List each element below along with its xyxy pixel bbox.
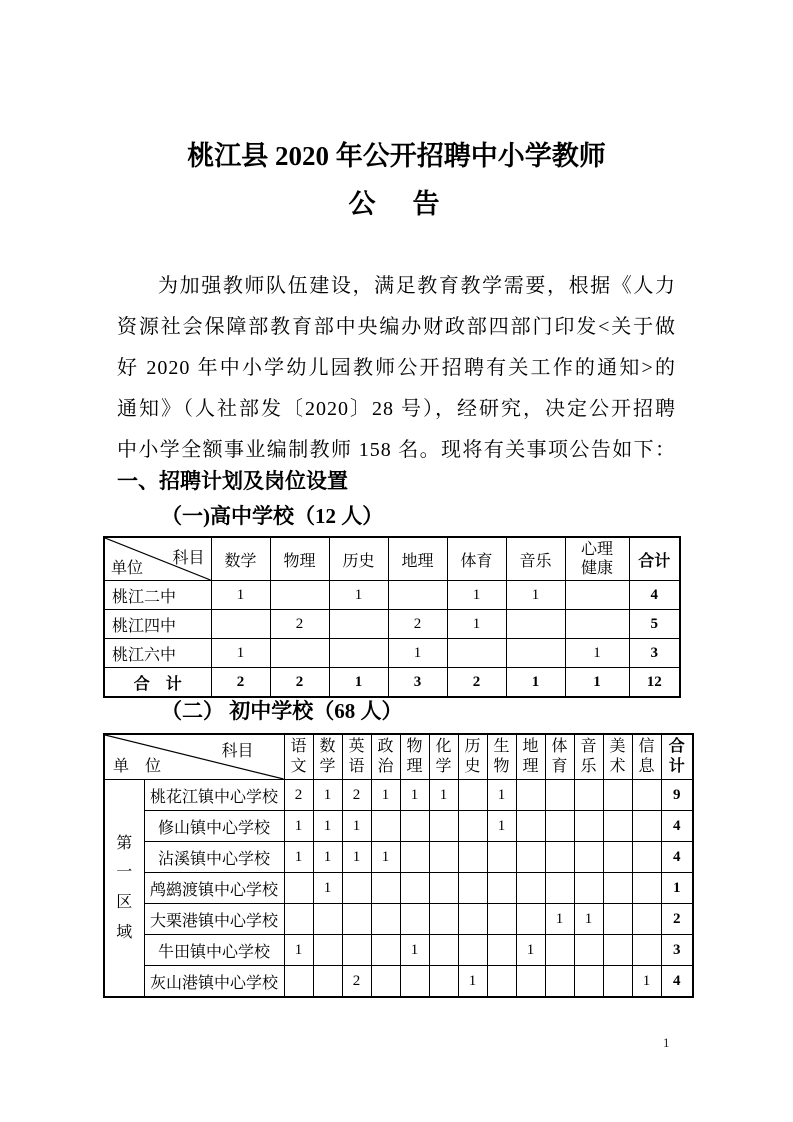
count-cell <box>313 904 342 935</box>
count-cell <box>565 581 629 610</box>
column-header-pe <box>545 734 574 780</box>
count-cell <box>516 966 545 998</box>
unit-name-cell: 大栗港镇中心学校 <box>144 904 284 935</box>
column-header-label: 政治 <box>377 738 394 775</box>
column-header-pe: 体育 <box>447 537 506 581</box>
column-header-label: 美术 <box>609 738 626 775</box>
count-cell: 1 <box>506 581 565 610</box>
unit-name-cell: 合 计 <box>104 668 211 698</box>
column-header-label: 英语 <box>348 738 365 775</box>
count-cell <box>516 904 545 935</box>
count-cell <box>545 780 574 811</box>
count-cell <box>545 842 574 873</box>
row-total-cell: 3 <box>661 935 693 966</box>
count-cell: 1 <box>574 904 603 935</box>
row-total-cell: 2 <box>661 904 693 935</box>
column-header-physics: 物理 <box>270 537 329 581</box>
count-cell: 2 <box>447 668 506 698</box>
column-header-label: 数学 <box>319 738 336 775</box>
column-header-label: 信息 <box>638 738 655 775</box>
row-total-cell: 9 <box>661 780 693 811</box>
paragraph-line: 通知》（人社部发〔2020〕28 号），经研究，决定公开招聘 <box>117 398 676 420</box>
column-header-math: 数学 <box>211 537 270 581</box>
table-row <box>104 581 680 610</box>
column-header-music <box>574 734 603 780</box>
count-cell: 1 <box>545 904 574 935</box>
column-header-politics <box>371 734 400 780</box>
table-row <box>104 639 680 668</box>
count-cell <box>516 842 545 873</box>
table2-body <box>104 780 693 998</box>
count-cell: 1 <box>313 780 342 811</box>
column-header-math <box>313 734 342 780</box>
count-cell <box>329 610 388 639</box>
count-cell <box>458 904 487 935</box>
count-cell: 1 <box>400 935 429 966</box>
count-cell <box>329 639 388 668</box>
count-cell: 1 <box>211 639 270 668</box>
count-cell <box>270 639 329 668</box>
paragraph-line: 好 2020 年中小学幼儿园教师公开招聘有关工作的通知>的 <box>117 357 676 379</box>
row-total-cell: 1 <box>661 873 693 904</box>
document-title-line1: 桃江县 2020 年公开招聘中小学教师 <box>187 141 606 171</box>
table-row <box>104 842 693 873</box>
count-cell <box>574 966 603 998</box>
count-cell <box>487 842 516 873</box>
column-header-label: 音乐 <box>580 738 597 775</box>
high-school-table <box>103 536 681 698</box>
count-cell <box>388 581 447 610</box>
count-cell <box>632 904 661 935</box>
count-cell <box>574 873 603 904</box>
column-header-label: 历史 <box>464 738 481 775</box>
count-cell <box>603 780 632 811</box>
table1-header-row <box>104 537 680 581</box>
region-label-cell <box>104 780 144 998</box>
count-cell: 1 <box>313 873 342 904</box>
count-cell <box>487 873 516 904</box>
count-cell <box>284 873 313 904</box>
count-cell <box>429 842 458 873</box>
column-header-label: 化学 <box>435 738 452 775</box>
count-cell <box>487 966 516 998</box>
count-cell <box>458 811 487 842</box>
count-cell: 1 <box>342 811 371 842</box>
count-cell <box>429 966 458 998</box>
count-cell <box>603 873 632 904</box>
unit-name-cell: 灰山港镇中心学校 <box>144 966 284 998</box>
subsection2-heading: （二） 初中学校（68 人） <box>161 699 403 723</box>
count-cell <box>487 904 516 935</box>
count-cell <box>516 873 545 904</box>
count-cell: 1 <box>447 581 506 610</box>
paragraph-line: 资源社会保障部教育部中央编办财政部四部门印发<关于做 <box>117 316 676 338</box>
page-number: 1 <box>663 1035 670 1050</box>
count-cell <box>400 842 429 873</box>
subsection1-heading: （一)高中学校（12 人） <box>161 504 384 528</box>
count-cell: 2 <box>342 966 371 998</box>
table2-header-row <box>104 734 693 780</box>
corner-subject-label: 科目 <box>221 743 254 760</box>
corner-unit-label: 单 位 <box>113 758 162 775</box>
column-header-history: 历史 <box>329 537 388 581</box>
unit-name-cell: 修山镇中心学校 <box>144 811 284 842</box>
count-cell <box>429 904 458 935</box>
column-header-art <box>603 734 632 780</box>
count-cell <box>545 966 574 998</box>
count-cell: 2 <box>270 668 329 698</box>
column-header-biology <box>487 734 516 780</box>
column-header-label: 地理 <box>522 738 539 775</box>
count-cell <box>632 811 661 842</box>
table-row <box>104 780 693 811</box>
row-total-cell: 4 <box>629 581 680 610</box>
corner-unit-label: 单位 <box>111 560 144 577</box>
column-header-history <box>458 734 487 780</box>
count-cell <box>632 842 661 873</box>
count-cell <box>574 780 603 811</box>
count-cell <box>270 581 329 610</box>
count-cell: 1 <box>211 581 270 610</box>
count-cell <box>632 935 661 966</box>
table-row <box>104 610 680 639</box>
count-cell <box>603 904 632 935</box>
unit-name-cell: 鸬鹚渡镇中心学校 <box>144 873 284 904</box>
count-cell <box>516 780 545 811</box>
count-cell: 1 <box>487 780 516 811</box>
table-row <box>104 811 693 842</box>
column-header-geography <box>516 734 545 780</box>
count-cell <box>603 935 632 966</box>
count-cell <box>516 811 545 842</box>
row-total-cell: 12 <box>629 668 680 698</box>
row-total-cell: 5 <box>629 610 680 639</box>
column-header-psych-health <box>565 537 629 581</box>
row-total-cell: 4 <box>661 966 693 998</box>
table1-corner-cell <box>104 537 211 581</box>
document-title-line2: 公 告 <box>348 189 445 219</box>
count-cell <box>429 811 458 842</box>
column-header-physics <box>400 734 429 780</box>
count-cell <box>603 842 632 873</box>
corner-subject-label: 科目 <box>172 550 205 567</box>
column-header-english <box>342 734 371 780</box>
count-cell <box>313 935 342 966</box>
count-cell: 1 <box>284 935 313 966</box>
count-cell: 1 <box>313 842 342 873</box>
column-header-total: 合计 <box>629 537 680 581</box>
count-cell: 2 <box>270 610 329 639</box>
count-cell: 2 <box>388 610 447 639</box>
unit-name-cell: 牛田镇中心学校 <box>144 935 284 966</box>
count-cell <box>574 811 603 842</box>
count-cell <box>371 935 400 966</box>
count-cell <box>284 966 313 998</box>
column-header-chinese <box>284 734 313 780</box>
count-cell <box>371 873 400 904</box>
count-cell <box>603 811 632 842</box>
count-cell: 1 <box>342 842 371 873</box>
unit-name-cell: 桃花江镇中心学校 <box>144 780 284 811</box>
count-cell: 1 <box>516 935 545 966</box>
intro-paragraph <box>117 266 676 471</box>
paragraph-line: 中小学全额事业编制教师 158 名。现将有关事项公告如下： <box>117 439 676 461</box>
count-cell <box>632 873 661 904</box>
count-cell: 2 <box>342 780 371 811</box>
count-cell <box>342 935 371 966</box>
column-header-geography: 地理 <box>388 537 447 581</box>
count-cell: 1 <box>565 668 629 698</box>
count-cell <box>429 935 458 966</box>
count-cell <box>313 966 342 998</box>
count-cell: 1 <box>371 842 400 873</box>
table-row <box>104 873 693 904</box>
count-cell: 1 <box>329 581 388 610</box>
column-header-label: 体育 <box>551 738 568 775</box>
count-cell: 1 <box>371 780 400 811</box>
table-row <box>104 904 693 935</box>
region-label: 第一区域 <box>116 834 133 941</box>
count-cell <box>545 873 574 904</box>
column-header-label: 生物 <box>493 738 510 775</box>
count-cell: 1 <box>429 780 458 811</box>
row-total-cell: 3 <box>629 639 680 668</box>
count-cell <box>371 811 400 842</box>
row-total-cell: 4 <box>661 842 693 873</box>
count-cell <box>458 873 487 904</box>
count-cell <box>603 966 632 998</box>
count-cell <box>458 842 487 873</box>
column-header-label: 语文 <box>290 738 307 775</box>
count-cell <box>342 873 371 904</box>
count-cell <box>632 780 661 811</box>
count-cell <box>574 842 603 873</box>
column-header-chemistry <box>429 734 458 780</box>
count-cell <box>545 811 574 842</box>
count-cell: 1 <box>313 811 342 842</box>
paragraph-line: 为加强教师队伍建设，满足教育教学需要，根据《人力 <box>158 275 676 297</box>
count-cell: 1 <box>632 966 661 998</box>
column-header-label: 合计 <box>668 738 685 775</box>
count-cell: 1 <box>506 668 565 698</box>
count-cell <box>400 966 429 998</box>
count-cell <box>506 610 565 639</box>
count-cell <box>574 935 603 966</box>
unit-name-cell: 沾溪镇中心学校 <box>144 842 284 873</box>
count-cell: 1 <box>447 610 506 639</box>
row-total-cell: 4 <box>661 811 693 842</box>
count-cell: 1 <box>388 639 447 668</box>
count-cell <box>506 639 565 668</box>
count-cell: 1 <box>284 811 313 842</box>
count-cell <box>565 610 629 639</box>
table-row <box>104 935 693 966</box>
count-cell <box>371 966 400 998</box>
unit-name-cell: 桃江四中 <box>104 610 211 639</box>
count-cell <box>211 610 270 639</box>
column-header-it <box>632 734 661 780</box>
count-cell <box>487 935 516 966</box>
count-cell: 2 <box>284 780 313 811</box>
section1-heading: 一、招聘计划及岗位设置 <box>117 470 348 493</box>
table-row <box>104 966 693 998</box>
count-cell: 3 <box>388 668 447 698</box>
count-cell <box>284 904 313 935</box>
column-header-total <box>661 734 693 780</box>
count-cell <box>447 639 506 668</box>
count-cell <box>371 904 400 935</box>
count-cell: 2 <box>211 668 270 698</box>
count-cell: 1 <box>487 811 516 842</box>
table1-body <box>104 581 680 698</box>
count-cell <box>429 873 458 904</box>
count-cell: 1 <box>284 842 313 873</box>
count-cell <box>400 904 429 935</box>
count-cell <box>458 780 487 811</box>
unit-name-cell: 桃江二中 <box>104 581 211 610</box>
count-cell: 1 <box>329 668 388 698</box>
middle-school-table <box>103 733 694 998</box>
table2-corner-cell <box>104 734 284 780</box>
count-cell <box>400 811 429 842</box>
total-row <box>104 668 680 698</box>
column-header-psych-health-label: 心理健康 <box>580 540 613 577</box>
column-header-music: 音乐 <box>506 537 565 581</box>
count-cell: 1 <box>565 639 629 668</box>
count-cell <box>342 904 371 935</box>
unit-name-cell: 桃江六中 <box>104 639 211 668</box>
count-cell <box>545 935 574 966</box>
count-cell <box>400 873 429 904</box>
column-header-label: 物理 <box>406 738 423 775</box>
count-cell: 1 <box>400 780 429 811</box>
count-cell: 1 <box>458 966 487 998</box>
count-cell <box>458 935 487 966</box>
